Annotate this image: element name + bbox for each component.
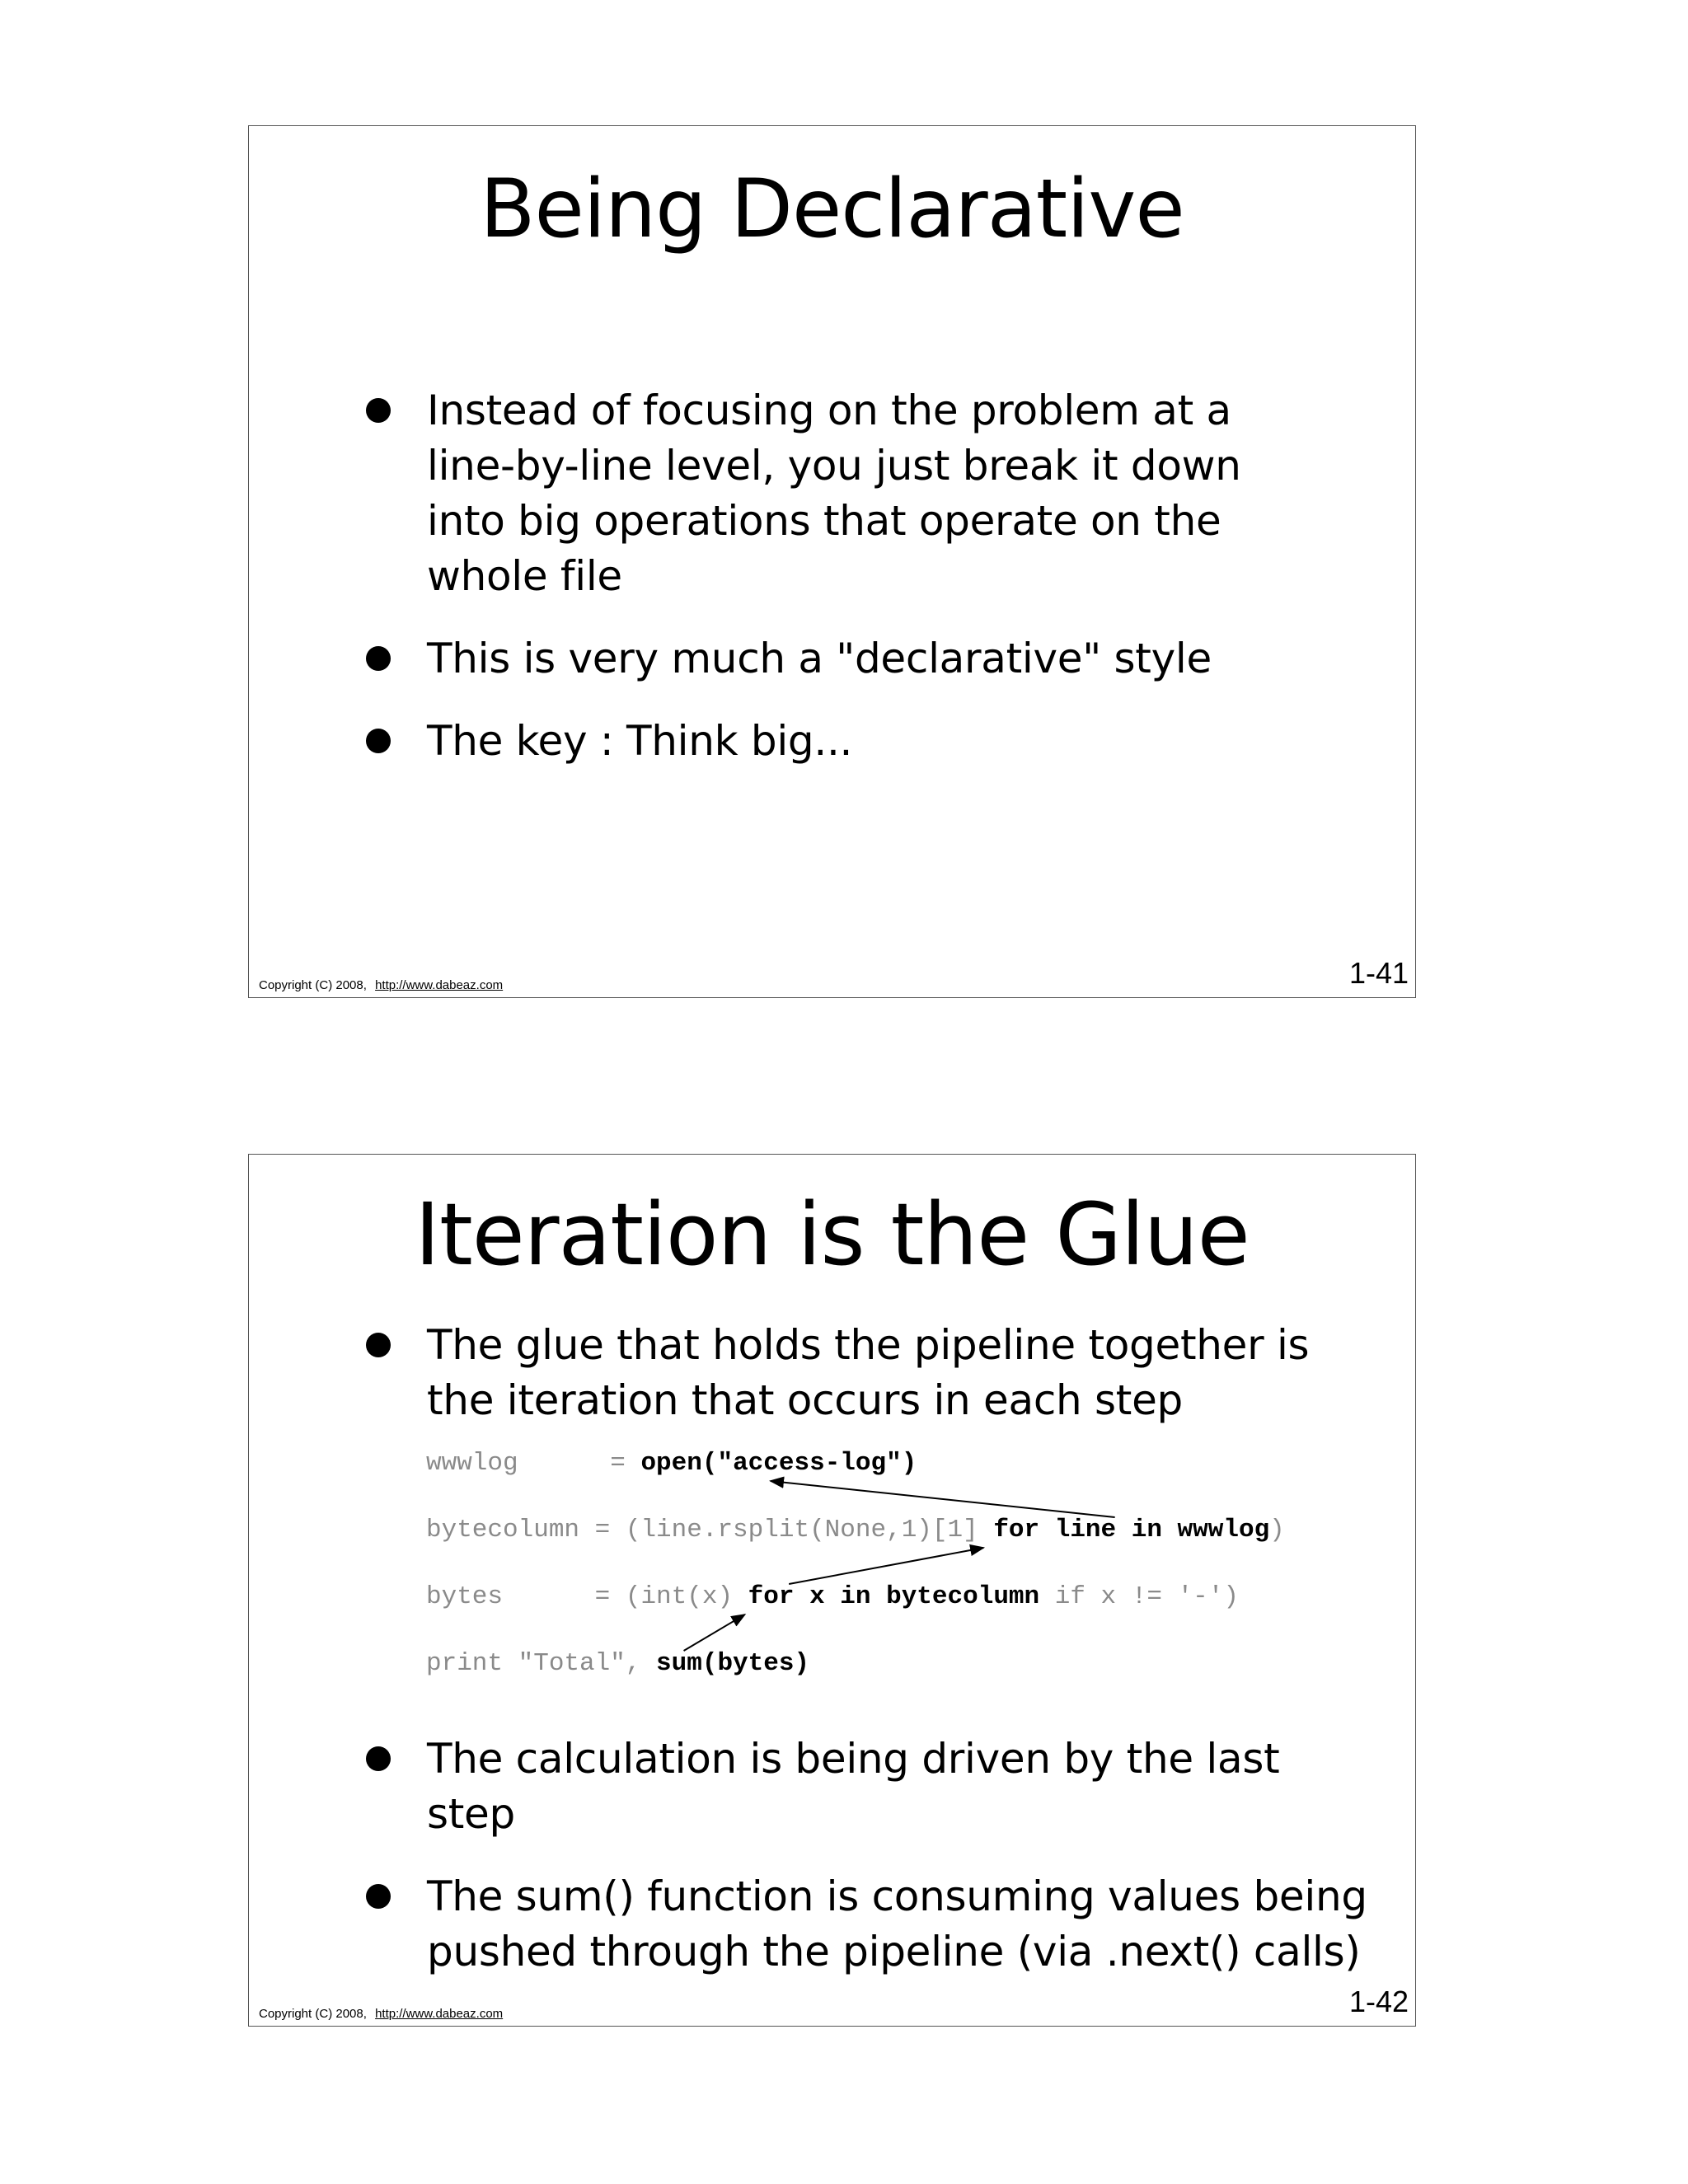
bullet-list-top — [366, 1318, 1380, 1455]
bullet-item: The sum() function is consuming values being pushed through the pipeline (via .next() calls) — [366, 1869, 1380, 1980]
copyright-text: Copyright (C) 2008, — [259, 2007, 367, 2021]
bullet-item: The glue that holds the pipeline together is the iteration that occurs in each step — [366, 1318, 1380, 1428]
slide-footer — [259, 978, 503, 992]
code-line-bytecolumn: bytecolumn = (line.rsplit(None,1)[1] for line in wwwlog) — [426, 1516, 1285, 1544]
copyright-text: Copyright (C) 2008, — [259, 978, 367, 992]
arrow-for-x-to-for-line — [789, 1548, 983, 1584]
footer-link[interactable]: http://www.dabeaz.com — [375, 2007, 504, 2021]
pipeline-arrows — [426, 1447, 1399, 1711]
slide-footer — [259, 2007, 503, 2021]
bullet-dot-icon — [366, 1746, 391, 1771]
bullet-dot-icon — [366, 1333, 391, 1357]
bullet-dot-icon — [366, 646, 391, 671]
bullet-list — [366, 383, 1273, 796]
bullet-item: The key : Think big... — [366, 714, 1273, 769]
arrow-for-line-to-open — [771, 1481, 1115, 1517]
arrow-sum-to-for-x — [684, 1615, 745, 1651]
bullet-item: The calculation is being driven by the last step — [366, 1732, 1380, 1842]
slide-title: Iteration is the Glue — [415, 1184, 1250, 1285]
code-line-print: print "Total", sum(bytes) — [426, 1649, 810, 1678]
bullet-item: This is very much a "declarative" style — [366, 631, 1273, 687]
bullet-dot-icon — [366, 398, 391, 423]
code-block — [426, 1447, 1399, 1711]
slide-iteration-is-the-glue — [248, 1154, 1416, 2027]
bullet-dot-icon — [366, 729, 391, 753]
slide-being-declarative — [248, 125, 1416, 998]
bullet-dot-icon — [366, 1884, 391, 1909]
footer-link[interactable]: http://www.dabeaz.com — [375, 978, 504, 992]
page-number: 1-41 — [1348, 956, 1409, 990]
code-line-bytes: bytes = (int(x) for x in bytecolumn if x != '-') — [426, 1582, 1239, 1611]
page-number: 1-42 — [1348, 1985, 1409, 2018]
code-line-wwwlog: wwwlog = open("access-log") — [426, 1449, 917, 1478]
slide-title: Being Declarative — [480, 162, 1184, 256]
bullet-list-bottom — [366, 1732, 1380, 2007]
bullet-item: Instead of focusing on the problem at a line-by-line level, you just break it down into big operations that operate on the whole file — [366, 383, 1273, 604]
